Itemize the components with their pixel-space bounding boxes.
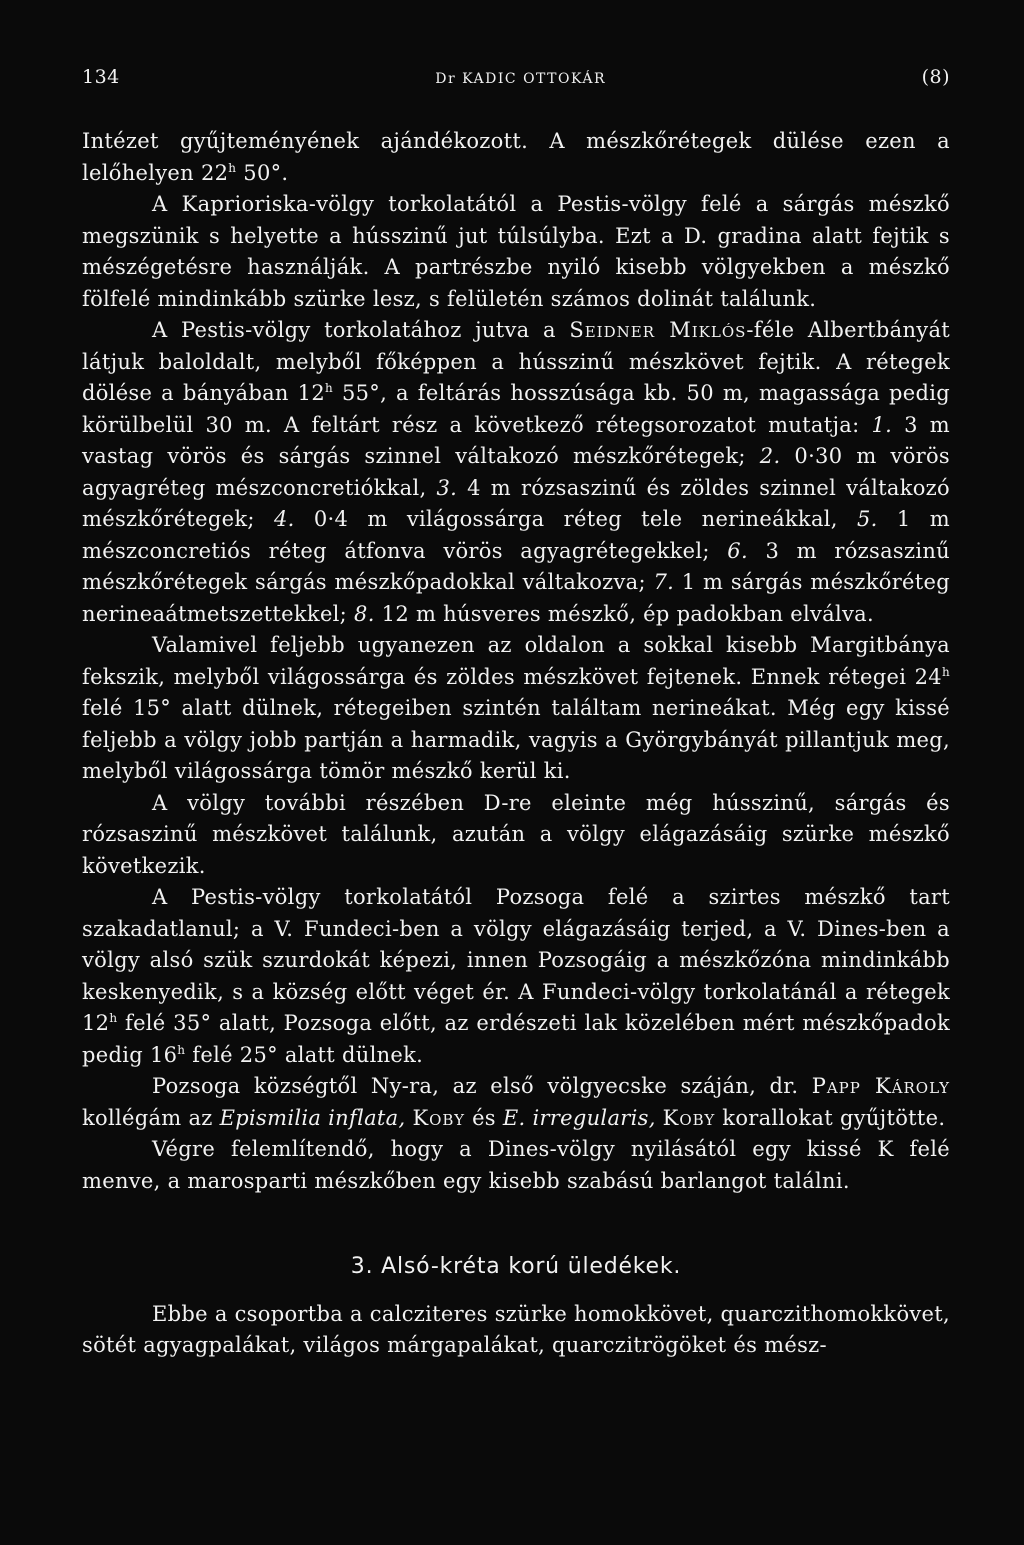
paragraph-8: Végre felemlítendő, hogy a Dines-völgy nyilásától egy kissé K felé menve, a marosparti mészkőben egy kisebb szabású barlangot találni. (82, 1137, 950, 1193)
text-run: Valamivel feljebb ugyanezen az oldalon a sokkal kisebb Margitbánya fekszik, melyből világossárga és zöldes mészkövet fejtenek. Ennek rétegei 24 (82, 633, 950, 689)
text-run: 55°, a feltárás hosszúsága kb. 50 m, magassága pedig körülbelül 30 m. A feltárt rész a következő rétegsorozatot mutatja: (82, 381, 951, 437)
text-run: 3 m rózsaszinű mészkőrétegek sárgás mészkőpadokkal váltakozva; (82, 538, 951, 594)
running-author: Dr KADIC OTTOKÁR (435, 71, 607, 87)
text-run: 12 m húsveres mészkő, ép padokban elválva. (374, 601, 874, 626)
superscript: h (941, 664, 950, 679)
text-run: és (465, 1105, 503, 1130)
paragraph-4 (82, 630, 950, 788)
text-run: -féle Albertbányát látjuk baloldalt, melyből főképpen a hússzinű mészkövet fejtik. A rétegek dölése a bányában 12 (82, 318, 951, 405)
section-heading: 3. Alsó-kréta korú üledékek. (350, 1254, 682, 1279)
list-number: 6. (727, 538, 748, 563)
part-number: (8) (921, 66, 950, 88)
text-run: kollégám az (82, 1105, 220, 1130)
species-name: E. irregularis, (502, 1105, 656, 1130)
text-run: felé 15° alatt dülnek, rétegeiben szintén találtam nerineákat. Még egy kissé feljebb a völgy jobb partján a harmadik, vagyis a Györgybányát pillantjuk meg, melyből világossárga tömör mészkő kerül ki. (82, 696, 950, 783)
list-number: 1. (871, 412, 893, 437)
body-text (82, 126, 950, 1362)
paragraph-5: A völgy további részében D-re eleinte még hússzinű, sárgás és rózsaszinű mészkövet találunk, azután a völgy elágazásáig szürke mészkő következik. (82, 790, 950, 878)
paragraph-9: Ebbe a csoportba a calcziteres szürke homokkövet, quarczithomokkövet, sötét agyagpalákat, világos márgapalákat, quarczitrögöket és mész- (82, 1301, 950, 1357)
text-run: felé 25° alatt dülnek. (185, 1042, 424, 1067)
text-run: Intézet gyűjteményének ajándékozott. A mészkőrétegek dülése ezen a lelőhelyen 22 (82, 129, 950, 185)
list-number: 2. (759, 444, 781, 468)
text-run: 1 m sárgás mészkőréteg nerineaátmetszettekkel; (82, 570, 950, 626)
person-name: Seidner Miklós (569, 318, 747, 342)
text-run: felé 35° alatt, Pozsoga előtt, az erdészeti lak közelében mért mészkőpadok pedig 16 (82, 1011, 950, 1067)
person-name: Papp Károly (811, 1074, 950, 1098)
list-number: 3. (436, 475, 458, 500)
superscript: h (228, 160, 237, 175)
species-name: Epismilia inflata, (219, 1105, 406, 1130)
text-run (656, 1106, 663, 1130)
paragraph-1 (82, 126, 950, 189)
superscript: h (324, 381, 334, 395)
list-number: 4. (274, 507, 295, 531)
text-run: 0·4 m világossárga réteg tele nerineákkal, (294, 507, 858, 531)
text-run: Pozsoga községtől Ny-ra, az első völgyecske száján, dr. (152, 1074, 812, 1098)
paragraph-7 (82, 1071, 950, 1134)
text-run: A Pestis-völgy torkolatától Pozsoga felé a szirtes mészkő tart szakadatlanul; a V. Fundeci-ben a völgy elágazásáig terjed, a V. Dines-ben a völgy alsó szük szurdokát képezi, innen Pozsogáig a mészkőzóna mindinkább keskenyedik, s a község előtt véget ér. A Fundeci-völgy torkolatánál a rétegek 12 (82, 885, 950, 1035)
text-run: 50°. (236, 160, 289, 185)
list-number: 8. (354, 601, 375, 626)
page-number: 134 (82, 66, 120, 88)
superscript: h (109, 1011, 118, 1025)
text-run: 3 m vastag vörös és sárgás szinnel váltakozó mészkőrétegek; (82, 412, 950, 468)
running-header (82, 66, 950, 88)
text-run: A Pestis-völgy torkolatához jutva a (152, 318, 570, 342)
text-run: 4 m rózsaszinű és zöldes szinnel váltakozó mészkőrétegek; (82, 475, 950, 531)
superscript: h (177, 1042, 186, 1057)
text-run: 1 m mészconcretiós réteg átfonva vörös agyagrétegekkel; (82, 507, 951, 563)
paragraph-6 (82, 882, 950, 1071)
text-run: 0·30 m vörös agyagréteg mészconcretiókkal, (82, 444, 951, 500)
list-number: 7. (653, 570, 675, 594)
text-run: korallokat gyűjtötte. (715, 1105, 946, 1130)
person-name: Koby (412, 1105, 466, 1130)
person-name: Koby (662, 1105, 716, 1130)
paragraph-3 (82, 315, 950, 630)
paragraph-2: A Kaprioriska-völgy torkolatától a Pestis-völgy felé a sárgás mészkő megszünik s helyette a hússzinű jut túlsúlyba. Ezt a D. gradina alatt fejtik s mészégetésre használják. A partrészbe nyiló kisebb völgyekben a mészkő fölfelé mindinkább szürke lesz, s felületén számos dolinát találunk. (82, 192, 950, 311)
list-number: 5. (857, 507, 878, 531)
